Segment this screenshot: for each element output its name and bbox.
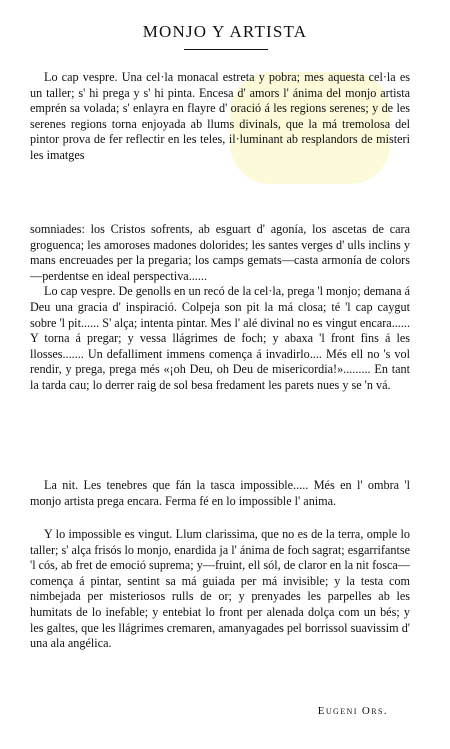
paragraph-2: somniades: los Cristos sofrents, ab esguart d' agonía, los ascetas de cara groguenca; les amoroses madones dolorides; les santes verges d' ulls inclins y mans encreuades per la pregaria; los camps gemats—casta armonía de colors—perdentse en ideal perspectiva...... [30,222,410,283]
paragraph-block-4 [30,527,410,652]
paragraph-block-1 [30,70,410,164]
paragraph-1: Lo cap vespre. Una cel·la monacal estreta y pobra; mes aquesta cel·la es un taller; s' hi prega y s' hi pinta. Encesa d' amors l' ánima del monjo artista emprén sa volada; s' enlayra en flayre d' oració á les regions serenes; y de les serenes regions torna enjoyada ab llums divinals, que la má tremolosa del pintor prova de fer reflectir en les teles, il·luminant ab resplandors de misteri les imatges [30,70,410,162]
paragraph-5: Y lo impossible es vingut. Llum clarissima, que no es de la terra, omple lo taller; s' alça frisós lo monjo, enardida ja l' ánima de foch sagrat; esgarrifantse 'l cós, ab fret de emoció suprema; y—fruint, ell sól, de claror en la nit fosca—comença á pintar, sentint sa má guiada per má invisible; y la testa com nimbejada per misteriosos rulls de or; y prenyades les parpelles ab les humitats de lo inefable; y entebiat lo front per alenada dolça com un bés; y les galtes, que les llágrimes cremaren, amanyagades pel borrissol suavissim d' una ala angélica. [30,527,410,651]
author-signature: Eugeni Ors. [317,705,388,717]
title-rule [184,49,268,50]
paragraph-block-3 [30,478,410,509]
paragraph-3: Lo cap vespre. De genolls en un recó de la cel·la, prega 'l monjo; demana á Deu una gracia d' inspiració. Colpeja son pit la má closa; té 'l cap caygut sobre 'l pit...... S' alça; intenta pintar. Mes l' alé divinal no es vingut encara...... Y torna á pregar; y vessa llágrimes de foch; y abaxa 'l front fins á les llosses....... Un defalliment immens comença á invadirlo.... Més ell no 's vol rendir, y prega, prega més «¡oh Deu, oh Deu de misericordia!»......... En tant la tarda cau; lo derrer raig de sol besa fredament les parets nues y se 'n vá. [30,284,410,392]
paragraph-block-2 [30,222,410,394]
paragraph-4: La nit. Les tenebres que fán la tasca impossible..... Més en l' ombra 'l monjo artista prega encara. Ferma fé en lo impossible l' anima. [30,478,410,508]
article-title: MONJO Y ARTISTA [142,22,308,41]
